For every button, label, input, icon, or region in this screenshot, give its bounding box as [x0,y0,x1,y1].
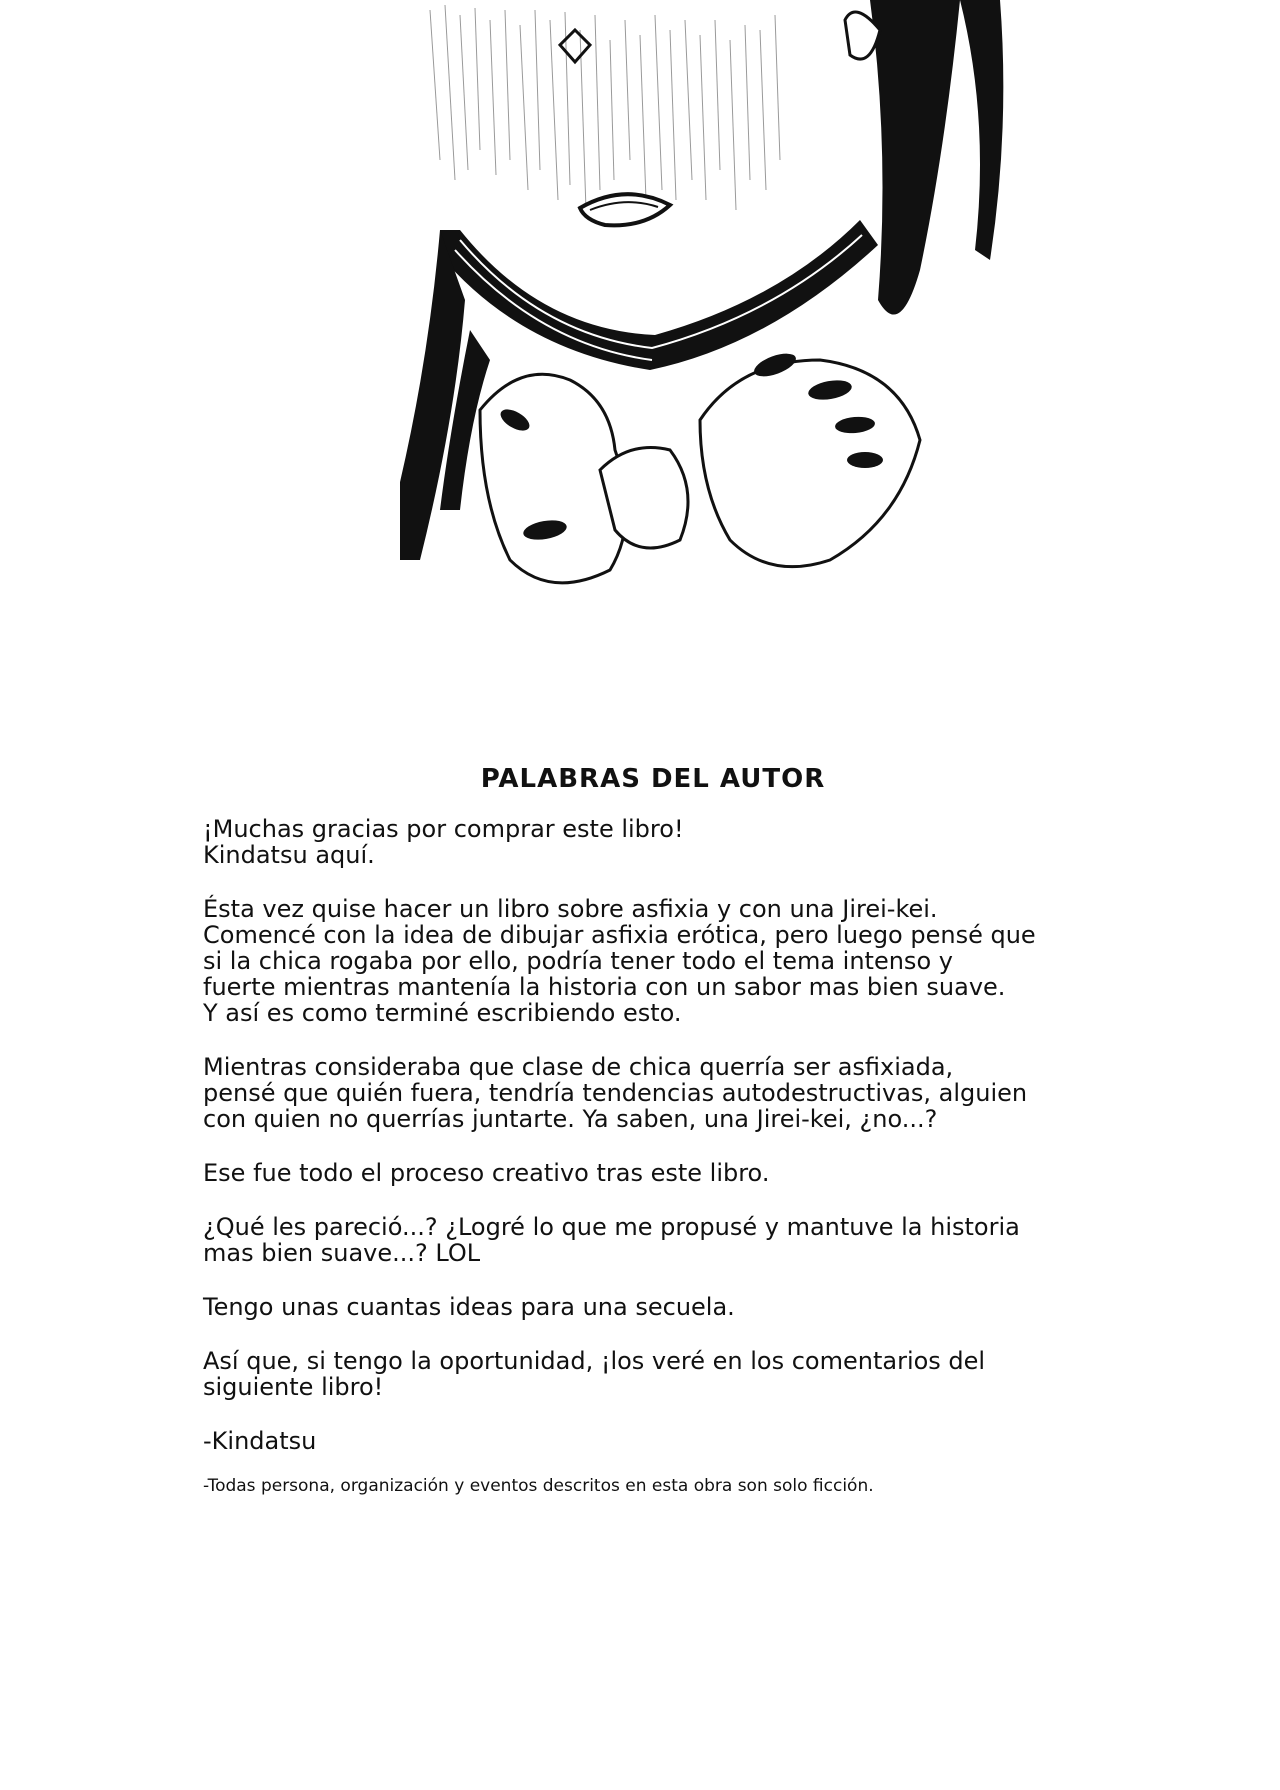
hands [480,360,920,583]
afterword-paragraph: ¿Qué les pareció...? ¿Logré lo que me propusé y mantuve la historia mas bien suave...? LOL [203,1213,1020,1267]
hair-right [870,0,960,315]
face-hatching [430,5,780,210]
afterword-title: PALABRAS DEL AUTOR [480,764,826,794]
mouth [580,194,670,225]
fiction-disclaimer: -Todas persona, organización y eventos descritos en esta obra son solo ficción. [203,1476,874,1496]
afterword-paragraph: ¡Muchas gracias por comprar este libro! Kindatsu aquí. [203,815,684,869]
afterword-paragraph: Ese fue todo el proceso creativo tras este libro. [203,1159,770,1187]
manga-illustration [400,0,1240,610]
afterword-paragraph: Así que, si tengo la oportunidad, ¡los veré en los comentarios del siguiente libro! [203,1347,986,1401]
choker [440,220,878,370]
afterword-paragraph: Mientras consideraba que clase de chica querría ser asfixiada, pensé que quién fuera, tendría tendencias autodestructivas, alguien con quien no querrías juntarte. Ya saben, una Jirei-kei, ¿no...? [203,1053,1028,1133]
afterword-paragraph: Ésta vez quise hacer un libro sobre asfixia y con una Jirei-kei. Comencé con la idea de dibujar asfixia erótica, pero luego pensé que si la chica rogaba por ello, podría tener todo el tema intenso y fuerte mientras mantenía la historia con un sabor mas bien suave. Y así es como terminé escribiendo esto. [203,895,1036,1027]
afterword-paragraph: Tengo unas cuantas ideas para una secuela. [203,1293,735,1321]
author-afterword [203,764,1083,1496]
forehead-diamond [560,30,590,62]
hair-left [400,230,465,560]
author-signature: -Kindatsu [203,1427,317,1455]
